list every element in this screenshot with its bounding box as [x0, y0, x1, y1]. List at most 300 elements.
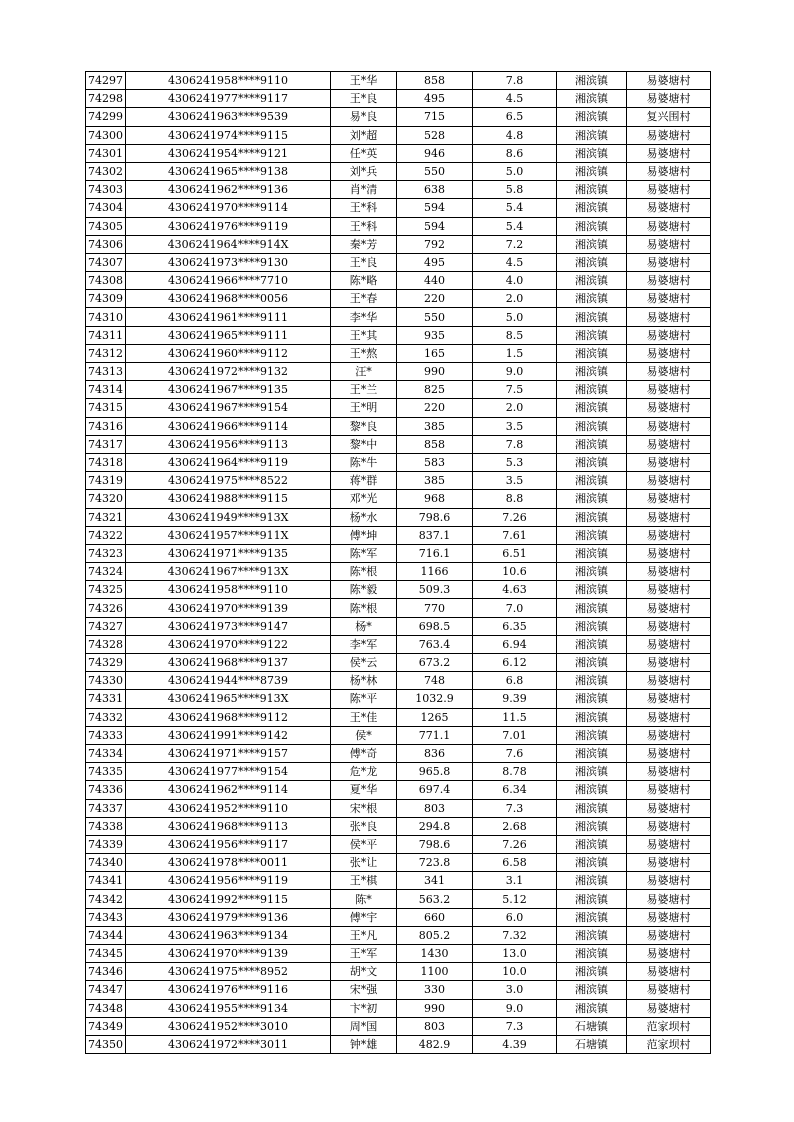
cell-person-name: 李*军 — [331, 635, 397, 653]
table-row — [86, 1017, 711, 1035]
cell-id-number: 4306241978****0011 — [126, 854, 331, 872]
cell-town: 湘滨镇 — [557, 162, 627, 180]
table-row — [86, 563, 711, 581]
cell-id-number: 4306241964****9119 — [126, 453, 331, 471]
cell-village: 易婆塘村 — [627, 472, 711, 490]
cell-person-name: 王*春 — [331, 290, 397, 308]
cell-amount: 697.4 — [397, 781, 473, 799]
cell-id-number: 4306241976****9119 — [126, 217, 331, 235]
cell-amount: 594 — [397, 199, 473, 217]
cell-serial-number: 74311 — [86, 326, 126, 344]
table-row — [86, 981, 711, 999]
cell-town: 湘滨镇 — [557, 544, 627, 562]
table-row — [86, 253, 711, 271]
cell-person-name: 王*熬 — [331, 344, 397, 362]
cell-person-name: 王*棋 — [331, 872, 397, 890]
cell-town: 湘滨镇 — [557, 181, 627, 199]
cell-amount: 1265 — [397, 708, 473, 726]
cell-person-name: 陈*牛 — [331, 453, 397, 471]
cell-serial-number: 74334 — [86, 744, 126, 762]
cell-town: 湘滨镇 — [557, 399, 627, 417]
cell-person-name: 陈*军 — [331, 544, 397, 562]
cell-rate: 6.94 — [473, 635, 557, 653]
cell-serial-number: 74322 — [86, 526, 126, 544]
table-row — [86, 381, 711, 399]
cell-town: 湘滨镇 — [557, 890, 627, 908]
table-row — [86, 635, 711, 653]
cell-town: 湘滨镇 — [557, 272, 627, 290]
cell-serial-number: 74341 — [86, 872, 126, 890]
cell-village: 易婆塘村 — [627, 435, 711, 453]
cell-rate: 2.68 — [473, 817, 557, 835]
cell-serial-number: 74346 — [86, 963, 126, 981]
cell-person-name: 邓*光 — [331, 490, 397, 508]
cell-amount: 771.1 — [397, 726, 473, 744]
cell-person-name: 杨*林 — [331, 672, 397, 690]
cell-rate: 4.5 — [473, 90, 557, 108]
cell-rate: 7.61 — [473, 526, 557, 544]
cell-town: 湘滨镇 — [557, 690, 627, 708]
cell-town: 湘滨镇 — [557, 872, 627, 890]
cell-town: 湘滨镇 — [557, 581, 627, 599]
cell-village: 易婆塘村 — [627, 90, 711, 108]
cell-amount: 341 — [397, 872, 473, 890]
cell-rate: 5.0 — [473, 308, 557, 326]
cell-town: 湘滨镇 — [557, 363, 627, 381]
cell-person-name: 王*华 — [331, 72, 397, 90]
cell-village: 易婆塘村 — [627, 162, 711, 180]
cell-rate: 9.0 — [473, 999, 557, 1017]
cell-amount: 825 — [397, 381, 473, 399]
cell-serial-number: 74306 — [86, 235, 126, 253]
cell-village: 易婆塘村 — [627, 963, 711, 981]
cell-amount: 716.1 — [397, 544, 473, 562]
cell-rate: 6.12 — [473, 654, 557, 672]
cell-person-name: 任*英 — [331, 144, 397, 162]
cell-rate: 6.34 — [473, 781, 557, 799]
cell-town: 湘滨镇 — [557, 744, 627, 762]
cell-amount: 836 — [397, 744, 473, 762]
table-row — [86, 108, 711, 126]
cell-village: 易婆塘村 — [627, 544, 711, 562]
table-row — [86, 344, 711, 362]
cell-town: 湘滨镇 — [557, 672, 627, 690]
cell-serial-number: 74309 — [86, 290, 126, 308]
cell-village: 易婆塘村 — [627, 490, 711, 508]
cell-id-number: 4306241968****9137 — [126, 654, 331, 672]
cell-id-number: 4306241965****9111 — [126, 326, 331, 344]
cell-person-name: 陈*根 — [331, 599, 397, 617]
cell-rate: 3.1 — [473, 872, 557, 890]
cell-amount: 673.2 — [397, 654, 473, 672]
cell-town: 湘滨镇 — [557, 945, 627, 963]
cell-town: 石塘镇 — [557, 1017, 627, 1035]
table-row — [86, 217, 711, 235]
cell-town: 湘滨镇 — [557, 490, 627, 508]
cell-village: 易婆塘村 — [627, 508, 711, 526]
cell-id-number: 4306241970****9114 — [126, 199, 331, 217]
cell-id-number: 4306241972****9132 — [126, 363, 331, 381]
cell-serial-number: 74300 — [86, 126, 126, 144]
cell-serial-number: 74318 — [86, 453, 126, 471]
cell-town: 湘滨镇 — [557, 90, 627, 108]
cell-rate: 11.5 — [473, 708, 557, 726]
cell-person-name: 侯*云 — [331, 654, 397, 672]
cell-amount: 698.5 — [397, 617, 473, 635]
cell-village: 易婆塘村 — [627, 835, 711, 853]
table-row — [86, 326, 711, 344]
cell-amount: 798.6 — [397, 508, 473, 526]
cell-village: 易婆塘村 — [627, 344, 711, 362]
cell-serial-number: 74308 — [86, 272, 126, 290]
cell-rate: 8.6 — [473, 144, 557, 162]
cell-person-name: 钟*雄 — [331, 1035, 397, 1053]
cell-town: 湘滨镇 — [557, 417, 627, 435]
cell-person-name: 陈*略 — [331, 272, 397, 290]
cell-town: 湘滨镇 — [557, 108, 627, 126]
cell-town: 湘滨镇 — [557, 344, 627, 362]
table-row — [86, 690, 711, 708]
cell-village: 易婆塘村 — [627, 763, 711, 781]
cell-id-number: 4306241988****9115 — [126, 490, 331, 508]
cell-person-name: 汪* — [331, 363, 397, 381]
cell-town: 湘滨镇 — [557, 726, 627, 744]
cell-rate: 3.5 — [473, 417, 557, 435]
cell-serial-number: 74344 — [86, 926, 126, 944]
cell-rate: 1.5 — [473, 344, 557, 362]
cell-amount: 550 — [397, 162, 473, 180]
cell-village: 易婆塘村 — [627, 126, 711, 144]
cell-serial-number: 74315 — [86, 399, 126, 417]
cell-amount: 968 — [397, 490, 473, 508]
cell-person-name: 王*军 — [331, 945, 397, 963]
cell-village: 易婆塘村 — [627, 453, 711, 471]
cell-rate: 6.0 — [473, 908, 557, 926]
cell-amount: 550 — [397, 308, 473, 326]
cell-town: 湘滨镇 — [557, 835, 627, 853]
cell-town: 湘滨镇 — [557, 526, 627, 544]
cell-amount: 385 — [397, 417, 473, 435]
cell-person-name: 黎*中 — [331, 435, 397, 453]
cell-town: 湘滨镇 — [557, 817, 627, 835]
table-row — [86, 617, 711, 635]
table-row — [86, 763, 711, 781]
table-row — [86, 508, 711, 526]
cell-amount: 763.4 — [397, 635, 473, 653]
cell-id-number: 4306241970****9139 — [126, 599, 331, 617]
cell-person-name: 宋*强 — [331, 981, 397, 999]
cell-amount: 594 — [397, 217, 473, 235]
cell-village: 易婆塘村 — [627, 890, 711, 908]
cell-serial-number: 74335 — [86, 763, 126, 781]
cell-village: 易婆塘村 — [627, 144, 711, 162]
cell-rate: 7.3 — [473, 799, 557, 817]
cell-serial-number: 74297 — [86, 72, 126, 90]
table-row — [86, 817, 711, 835]
cell-person-name: 蒋*群 — [331, 472, 397, 490]
table-row — [86, 744, 711, 762]
cell-amount: 583 — [397, 453, 473, 471]
cell-id-number: 4306241965****9138 — [126, 162, 331, 180]
cell-person-name: 侯* — [331, 726, 397, 744]
cell-village: 易婆塘村 — [627, 908, 711, 926]
cell-id-number: 4306241964****914X — [126, 235, 331, 253]
cell-town: 湘滨镇 — [557, 654, 627, 672]
cell-rate: 5.12 — [473, 890, 557, 908]
cell-person-name: 陈* — [331, 890, 397, 908]
cell-id-number: 4306241954****9121 — [126, 144, 331, 162]
table-row — [86, 999, 711, 1017]
cell-person-name: 黎*良 — [331, 417, 397, 435]
cell-rate: 7.8 — [473, 72, 557, 90]
cell-id-number: 4306241949****913X — [126, 508, 331, 526]
cell-serial-number: 74326 — [86, 599, 126, 617]
cell-rate: 8.78 — [473, 763, 557, 781]
cell-serial-number: 74324 — [86, 563, 126, 581]
cell-id-number: 4306241956****9113 — [126, 435, 331, 453]
cell-amount: 1430 — [397, 945, 473, 963]
cell-serial-number: 74329 — [86, 654, 126, 672]
cell-amount: 770 — [397, 599, 473, 617]
cell-serial-number: 74316 — [86, 417, 126, 435]
cell-serial-number: 74314 — [86, 381, 126, 399]
cell-serial-number: 74348 — [86, 999, 126, 1017]
cell-village: 易婆塘村 — [627, 744, 711, 762]
cell-person-name: 侯*平 — [331, 835, 397, 853]
cell-town: 湘滨镇 — [557, 126, 627, 144]
cell-town: 湘滨镇 — [557, 435, 627, 453]
cell-person-name: 胡*文 — [331, 963, 397, 981]
cell-id-number: 4306241975****8522 — [126, 472, 331, 490]
cell-town: 湘滨镇 — [557, 963, 627, 981]
cell-serial-number: 74339 — [86, 835, 126, 853]
cell-village: 易婆塘村 — [627, 635, 711, 653]
cell-id-number: 4306241956****9117 — [126, 835, 331, 853]
cell-rate: 6.51 — [473, 544, 557, 562]
cell-serial-number: 74310 — [86, 308, 126, 326]
cell-id-number: 4306241958****9110 — [126, 72, 331, 90]
cell-town: 湘滨镇 — [557, 799, 627, 817]
cell-rate: 6.35 — [473, 617, 557, 635]
cell-person-name: 王*科 — [331, 217, 397, 235]
table-row — [86, 926, 711, 944]
cell-serial-number: 74321 — [86, 508, 126, 526]
cell-rate: 7.2 — [473, 235, 557, 253]
table-row — [86, 544, 711, 562]
records-table — [85, 71, 711, 1054]
cell-person-name: 傅*奇 — [331, 744, 397, 762]
cell-serial-number: 74350 — [86, 1035, 126, 1053]
cell-village: 易婆塘村 — [627, 217, 711, 235]
cell-amount: 220 — [397, 290, 473, 308]
cell-id-number: 4306241977****9154 — [126, 763, 331, 781]
cell-rate: 2.0 — [473, 290, 557, 308]
cell-amount: 990 — [397, 363, 473, 381]
cell-id-number: 4306241991****9142 — [126, 726, 331, 744]
cell-town: 湘滨镇 — [557, 908, 627, 926]
cell-amount: 509.3 — [397, 581, 473, 599]
cell-serial-number: 74343 — [86, 908, 126, 926]
cell-serial-number: 74317 — [86, 435, 126, 453]
cell-serial-number: 74305 — [86, 217, 126, 235]
cell-id-number: 4306241955****9134 — [126, 999, 331, 1017]
cell-village: 易婆塘村 — [627, 672, 711, 690]
table-row — [86, 399, 711, 417]
table-row — [86, 417, 711, 435]
cell-id-number: 4306241966****7710 — [126, 272, 331, 290]
cell-rate: 7.8 — [473, 435, 557, 453]
cell-id-number: 4306241971****9157 — [126, 744, 331, 762]
table-row — [86, 472, 711, 490]
cell-town: 湘滨镇 — [557, 854, 627, 872]
table-row — [86, 1035, 711, 1053]
cell-amount: 528 — [397, 126, 473, 144]
cell-amount: 837.1 — [397, 526, 473, 544]
cell-town: 湘滨镇 — [557, 708, 627, 726]
table-row — [86, 199, 711, 217]
cell-person-name: 王*良 — [331, 90, 397, 108]
cell-rate: 8.8 — [473, 490, 557, 508]
cell-village: 易婆塘村 — [627, 326, 711, 344]
cell-person-name: 宋*根 — [331, 799, 397, 817]
cell-village: 易婆塘村 — [627, 817, 711, 835]
table-row — [86, 181, 711, 199]
cell-town: 湘滨镇 — [557, 217, 627, 235]
cell-town: 湘滨镇 — [557, 199, 627, 217]
table-row — [86, 90, 711, 108]
cell-village: 易婆塘村 — [627, 526, 711, 544]
cell-id-number: 4306241975****8952 — [126, 963, 331, 981]
cell-amount: 748 — [397, 672, 473, 690]
cell-serial-number: 74342 — [86, 890, 126, 908]
cell-rate: 5.3 — [473, 453, 557, 471]
cell-id-number: 4306241960****9112 — [126, 344, 331, 362]
cell-serial-number: 74312 — [86, 344, 126, 362]
cell-village: 易婆塘村 — [627, 617, 711, 635]
cell-serial-number: 74349 — [86, 1017, 126, 1035]
cell-id-number: 4306241944****8739 — [126, 672, 331, 690]
cell-serial-number: 74336 — [86, 781, 126, 799]
cell-town: 湘滨镇 — [557, 763, 627, 781]
cell-rate: 4.63 — [473, 581, 557, 599]
cell-amount: 723.8 — [397, 854, 473, 872]
cell-person-name: 王*良 — [331, 253, 397, 271]
cell-town: 湘滨镇 — [557, 999, 627, 1017]
cell-rate: 5.0 — [473, 162, 557, 180]
cell-amount: 965.8 — [397, 763, 473, 781]
cell-id-number: 4306241961****9111 — [126, 308, 331, 326]
cell-person-name: 王*明 — [331, 399, 397, 417]
cell-amount: 165 — [397, 344, 473, 362]
cell-village: 易婆塘村 — [627, 945, 711, 963]
cell-town: 湘滨镇 — [557, 381, 627, 399]
cell-amount: 1032.9 — [397, 690, 473, 708]
cell-id-number: 4306241973****9130 — [126, 253, 331, 271]
cell-serial-number: 74304 — [86, 199, 126, 217]
table-row — [86, 963, 711, 981]
cell-town: 湘滨镇 — [557, 453, 627, 471]
cell-town: 湘滨镇 — [557, 781, 627, 799]
cell-village: 易婆塘村 — [627, 926, 711, 944]
table-row — [86, 581, 711, 599]
cell-rate: 7.5 — [473, 381, 557, 399]
cell-person-name: 易*良 — [331, 108, 397, 126]
cell-town: 湘滨镇 — [557, 253, 627, 271]
cell-id-number: 4306241968****9112 — [126, 708, 331, 726]
cell-amount: 220 — [397, 399, 473, 417]
cell-amount: 495 — [397, 253, 473, 271]
cell-rate: 3.0 — [473, 981, 557, 999]
table-row — [86, 799, 711, 817]
cell-person-name: 夏*华 — [331, 781, 397, 799]
cell-rate: 7.26 — [473, 835, 557, 853]
cell-rate: 7.6 — [473, 744, 557, 762]
table-row — [86, 945, 711, 963]
cell-rate: 4.5 — [473, 253, 557, 271]
cell-village: 易婆塘村 — [627, 181, 711, 199]
cell-rate: 4.39 — [473, 1035, 557, 1053]
table-row — [86, 72, 711, 90]
cell-person-name: 王*佳 — [331, 708, 397, 726]
cell-serial-number: 74320 — [86, 490, 126, 508]
cell-amount: 660 — [397, 908, 473, 926]
cell-amount: 990 — [397, 999, 473, 1017]
cell-town: 湘滨镇 — [557, 563, 627, 581]
cell-town: 湘滨镇 — [557, 508, 627, 526]
table-row — [86, 781, 711, 799]
table-row — [86, 672, 711, 690]
cell-amount: 798.6 — [397, 835, 473, 853]
cell-person-name: 傅*坤 — [331, 526, 397, 544]
cell-rate: 13.0 — [473, 945, 557, 963]
cell-id-number: 4306241957****911X — [126, 526, 331, 544]
table-row — [86, 708, 711, 726]
cell-serial-number: 74303 — [86, 181, 126, 199]
cell-rate: 5.4 — [473, 217, 557, 235]
cell-person-name: 王*其 — [331, 326, 397, 344]
table-row — [86, 835, 711, 853]
table-row — [86, 363, 711, 381]
cell-village: 易婆塘村 — [627, 399, 711, 417]
cell-id-number: 4306241973****9147 — [126, 617, 331, 635]
cell-serial-number: 74337 — [86, 799, 126, 817]
cell-village: 易婆塘村 — [627, 72, 711, 90]
cell-serial-number: 74327 — [86, 617, 126, 635]
cell-id-number: 4306241963****9539 — [126, 108, 331, 126]
cell-id-number: 4306241967****9135 — [126, 381, 331, 399]
cell-rate: 2.0 — [473, 399, 557, 417]
cell-amount: 946 — [397, 144, 473, 162]
cell-rate: 4.8 — [473, 126, 557, 144]
cell-person-name: 卞*初 — [331, 999, 397, 1017]
cell-person-name: 肖*清 — [331, 181, 397, 199]
cell-village: 易婆塘村 — [627, 708, 711, 726]
table-row — [86, 435, 711, 453]
table-row — [86, 308, 711, 326]
cell-id-number: 4306241979****9136 — [126, 908, 331, 926]
cell-person-name: 刘*超 — [331, 126, 397, 144]
cell-amount: 495 — [397, 90, 473, 108]
cell-id-number: 4306241972****3011 — [126, 1035, 331, 1053]
cell-town: 湘滨镇 — [557, 599, 627, 617]
table-row — [86, 872, 711, 890]
cell-person-name: 杨*水 — [331, 508, 397, 526]
cell-town: 湘滨镇 — [557, 308, 627, 326]
cell-serial-number: 74333 — [86, 726, 126, 744]
cell-id-number: 4306241952****3010 — [126, 1017, 331, 1035]
cell-town: 石塘镇 — [557, 1035, 627, 1053]
cell-id-number: 4306241971****9135 — [126, 544, 331, 562]
